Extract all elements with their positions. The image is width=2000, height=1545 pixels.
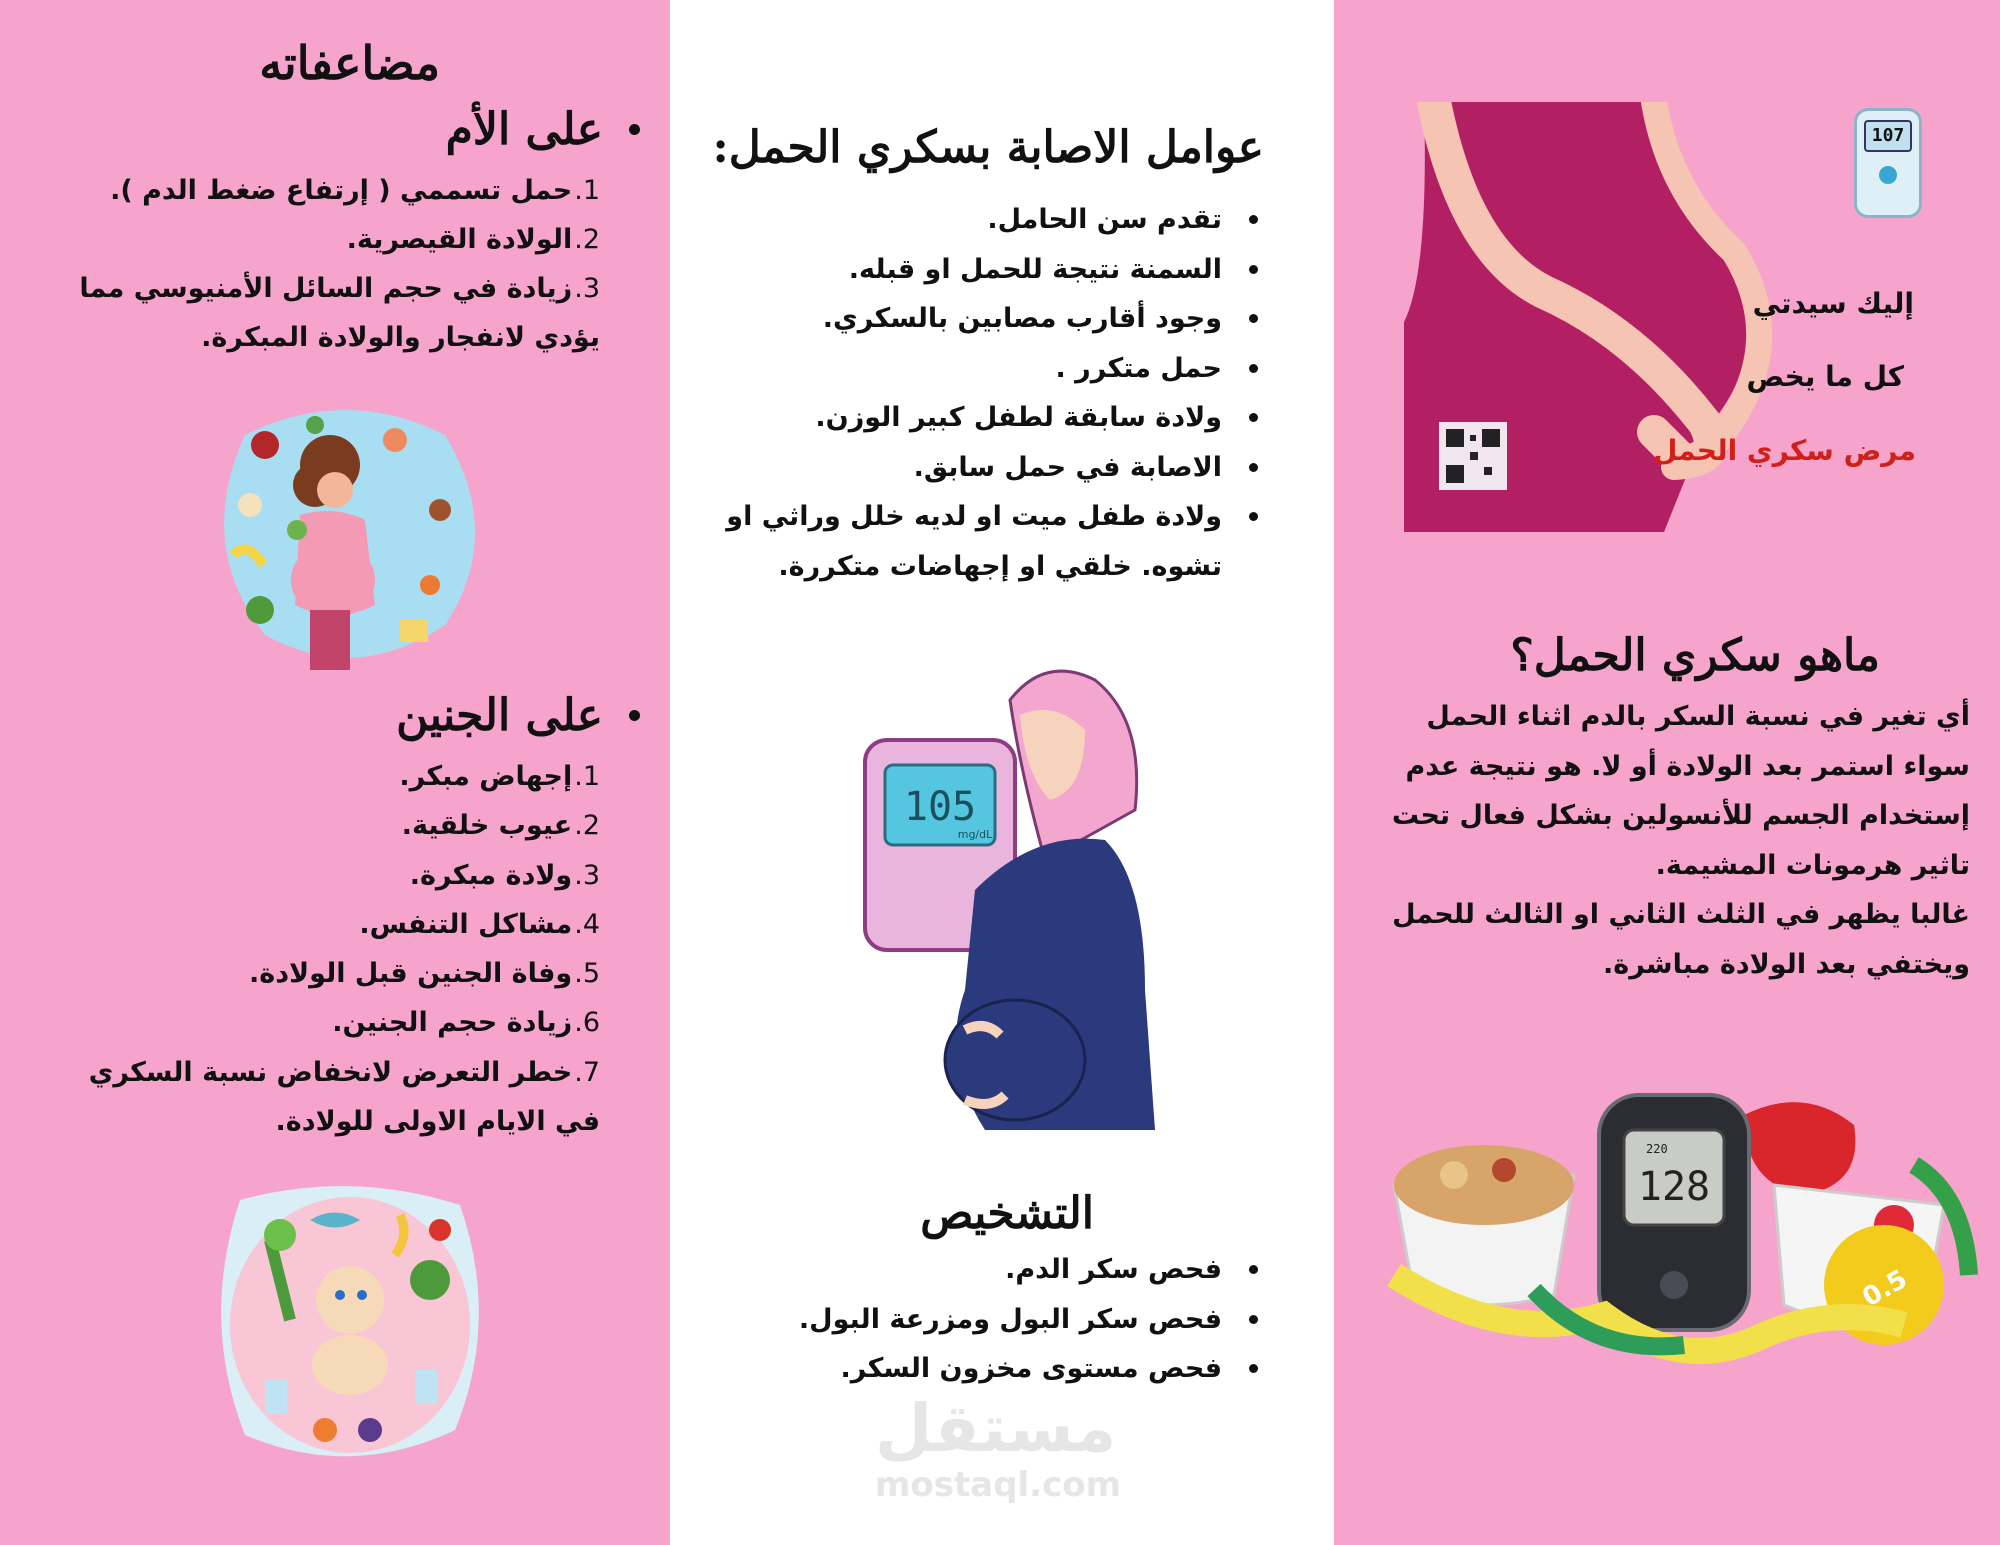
list-item: الاصابة في حمل سابق. [724, 443, 1264, 493]
timing-paragraph: غالبا يظهر في الثلث الثاني او الثالث للحمل ويختفي بعد الولادة مباشرة. [1392, 899, 1970, 980]
list-item: ولادة طفل ميت او لديه خلل وراثي او تشوه. خلقي او إجهاضات متكررة. [724, 492, 1264, 591]
watermark [875, 1390, 1122, 1505]
list-item: 5.وفاة الجنين قبل الولادة. [249, 958, 600, 990]
list-item: 2.الولادة القيصرية. [346, 224, 600, 255]
glucometer-healthy-food-photo [1384, 1075, 1984, 1385]
list-item: 6.زيادة حجم الجنين. [332, 1007, 600, 1039]
list-item: 3.ولادة مبكرة. [409, 859, 600, 891]
fetus-heading-text: على الجنين [396, 690, 603, 741]
list-item: 1.حمل تسممي ( إرتفاع ضغط الدم ). [110, 175, 600, 206]
left-panel [0, 0, 670, 1545]
right-panel [1334, 0, 2000, 1545]
bullet-dot [629, 124, 640, 135]
watermark-latin: mostaql.com [875, 1465, 1122, 1505]
list-item: 4.مشاكل التنفس. [359, 908, 600, 940]
list-item: فحص مستوى مخزون السكر. [724, 1344, 1264, 1394]
definition-text [1370, 692, 1970, 989]
definition-paragraph: أي تغير في نسبة السكر بالدم اثناء الحمل سواء استمر بعد الولادة أو لا. هو نتيجة عدم إستخدام الجسم للأنسولين بشكل فعال تحت تاثير هرمونات المشيمة. [1391, 701, 1970, 881]
list-item: حمل متكرر . [724, 344, 1264, 394]
bullet-dot [629, 710, 640, 721]
risk-factors-list [724, 195, 1264, 591]
mother-heading [446, 104, 640, 155]
list-item: فحص سكر الدم. [724, 1245, 1264, 1295]
complications-title: مضاعفاته [259, 36, 440, 90]
list-item: السمنة نتيجة للحمل او قبله. [724, 245, 1264, 295]
watermark-arabic: مستقل [875, 1390, 1117, 1467]
glucometer-button [1879, 166, 1897, 184]
pregnant-woman-food-illustration [205, 395, 485, 675]
meter-reading: 105 [903, 784, 977, 830]
cover-line-1: إليك سيدتي [1752, 287, 1914, 320]
middle-panel [670, 0, 1334, 1545]
baby-in-womb-illustration [200, 1180, 500, 1470]
fetus-heading [396, 690, 640, 741]
list-item: 1.إجهاض مبكر. [399, 761, 600, 792]
list-item: تقدم سن الحامل. [724, 195, 1264, 245]
list-item: ولادة سابقة لطفل كبير الوزن. [724, 393, 1264, 443]
list-item: فحص سكر البول ومزرعة البول. [724, 1295, 1264, 1345]
list-item: 3.زيادة في حجم السائل الأمنيوسي مما يؤدي لانفجار والولادة المبكرة. [79, 273, 600, 353]
cover-line-2: كل ما يخص [1746, 360, 1904, 393]
list-item: 2.عيوب خلقية. [401, 810, 600, 842]
diagnosis-list [724, 1245, 1264, 1394]
pregnant-belly-illustration [1404, 102, 1784, 532]
handheld-glucometer [1854, 108, 1922, 218]
dumbbell-label: 0.5 [1857, 1264, 1913, 1314]
list-item: وجود أقارب مصابين بالسكري. [724, 294, 1264, 344]
glucometer-screen: 107 [1864, 120, 1912, 152]
cover-block [1404, 102, 1964, 532]
list-item: 7.خطر التعرض لانخفاض نسبة السكري في الايام الاولى للولادة. [88, 1056, 600, 1138]
risk-factors-title: عوامل الاصابة بسكري الحمل: [712, 122, 1264, 173]
pregnant-woman-glucometer-illustration [845, 660, 1165, 1130]
photo-meter-small-reading: 220 [1646, 1142, 1668, 1156]
what-is-title: ماهو سكري الحمل؟ [1510, 630, 1880, 681]
photo-meter-reading: 128 [1637, 1164, 1711, 1210]
cover-line-3: مرض سكري الحمل [1653, 434, 1916, 467]
diagnosis-title: التشخيص [920, 1188, 1094, 1239]
meter-unit: mg/dL [957, 828, 993, 841]
mother-heading-text: على الأم [445, 104, 603, 155]
mother-complications-list [40, 166, 600, 362]
fetus-complications-list [40, 752, 600, 1146]
